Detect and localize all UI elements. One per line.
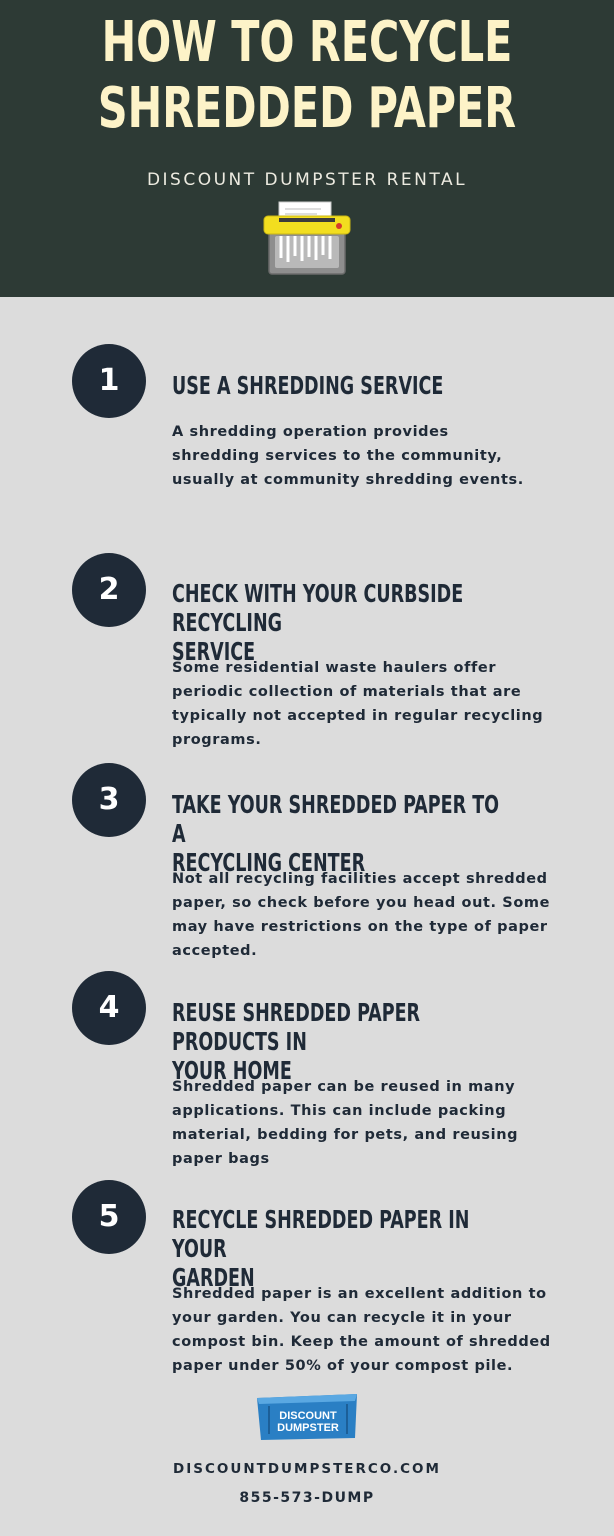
step-number-badge: 1 [72,344,146,418]
step-heading: RECYCLE SHREDDED PAPER IN YOUR GARDEN [172,1205,470,1292]
step-heading: REUSE SHREDDED PAPER PRODUCTS IN YOUR HOME [172,998,421,1085]
step-description: Some residential waste haulers offer periodic collection of materials that are typically not accepted in regular recycling programs. [172,660,544,748]
step-heading: TAKE YOUR SHREDDED PAPER TO A RECYCLING CENTER [172,790,500,877]
step-number-badge: 5 [72,1180,146,1254]
step-heading: USE A SHREDDING SERVICE [172,371,444,400]
header-banner [0,0,614,297]
step-number-badge: 3 [72,763,146,837]
page-title [55,10,558,142]
step-description: Shredded paper is an excellent addition to your garden. You can recycle it in your compost bin. Keep the amount of shredded paper under 50% of your compost pile. [172,1286,551,1374]
title-line-1: HOW TO RECYCLE [101,10,513,75]
step-number-badge: 2 [72,553,146,627]
phone-number[interactable]: 855-573-DUMP [239,1490,375,1506]
step-number-badge: 4 [72,971,146,1045]
step-description: Shredded paper can be reused in many applications. This can include packing material, bedding for pets, and reusing paper bags [172,1079,519,1167]
website-link[interactable]: DISCOUNTDUMPSTERCO.COM [173,1461,441,1477]
step-heading: CHECK WITH YOUR CURBSIDE RECYCLING SERVICE [172,579,464,666]
step-description: A shredding operation provides shredding services to the community, usually at community shredding events. [172,424,524,488]
title-line-2: SHREDDED PAPER [97,76,517,141]
discount-dumpster-logo [255,1392,359,1442]
step-description: Not all recycling facilities accept shredded paper, so check before you head out. Some may have restrictions on the type of paper accepted. [172,871,551,959]
brand-subtitle: DISCOUNT DUMPSTER RENTAL [146,170,468,190]
logo-text-line-1: DISCOUNT [279,1410,337,1422]
logo-text-line-2: DUMPSTER [277,1422,339,1434]
paper-shredder-icon [261,200,353,278]
